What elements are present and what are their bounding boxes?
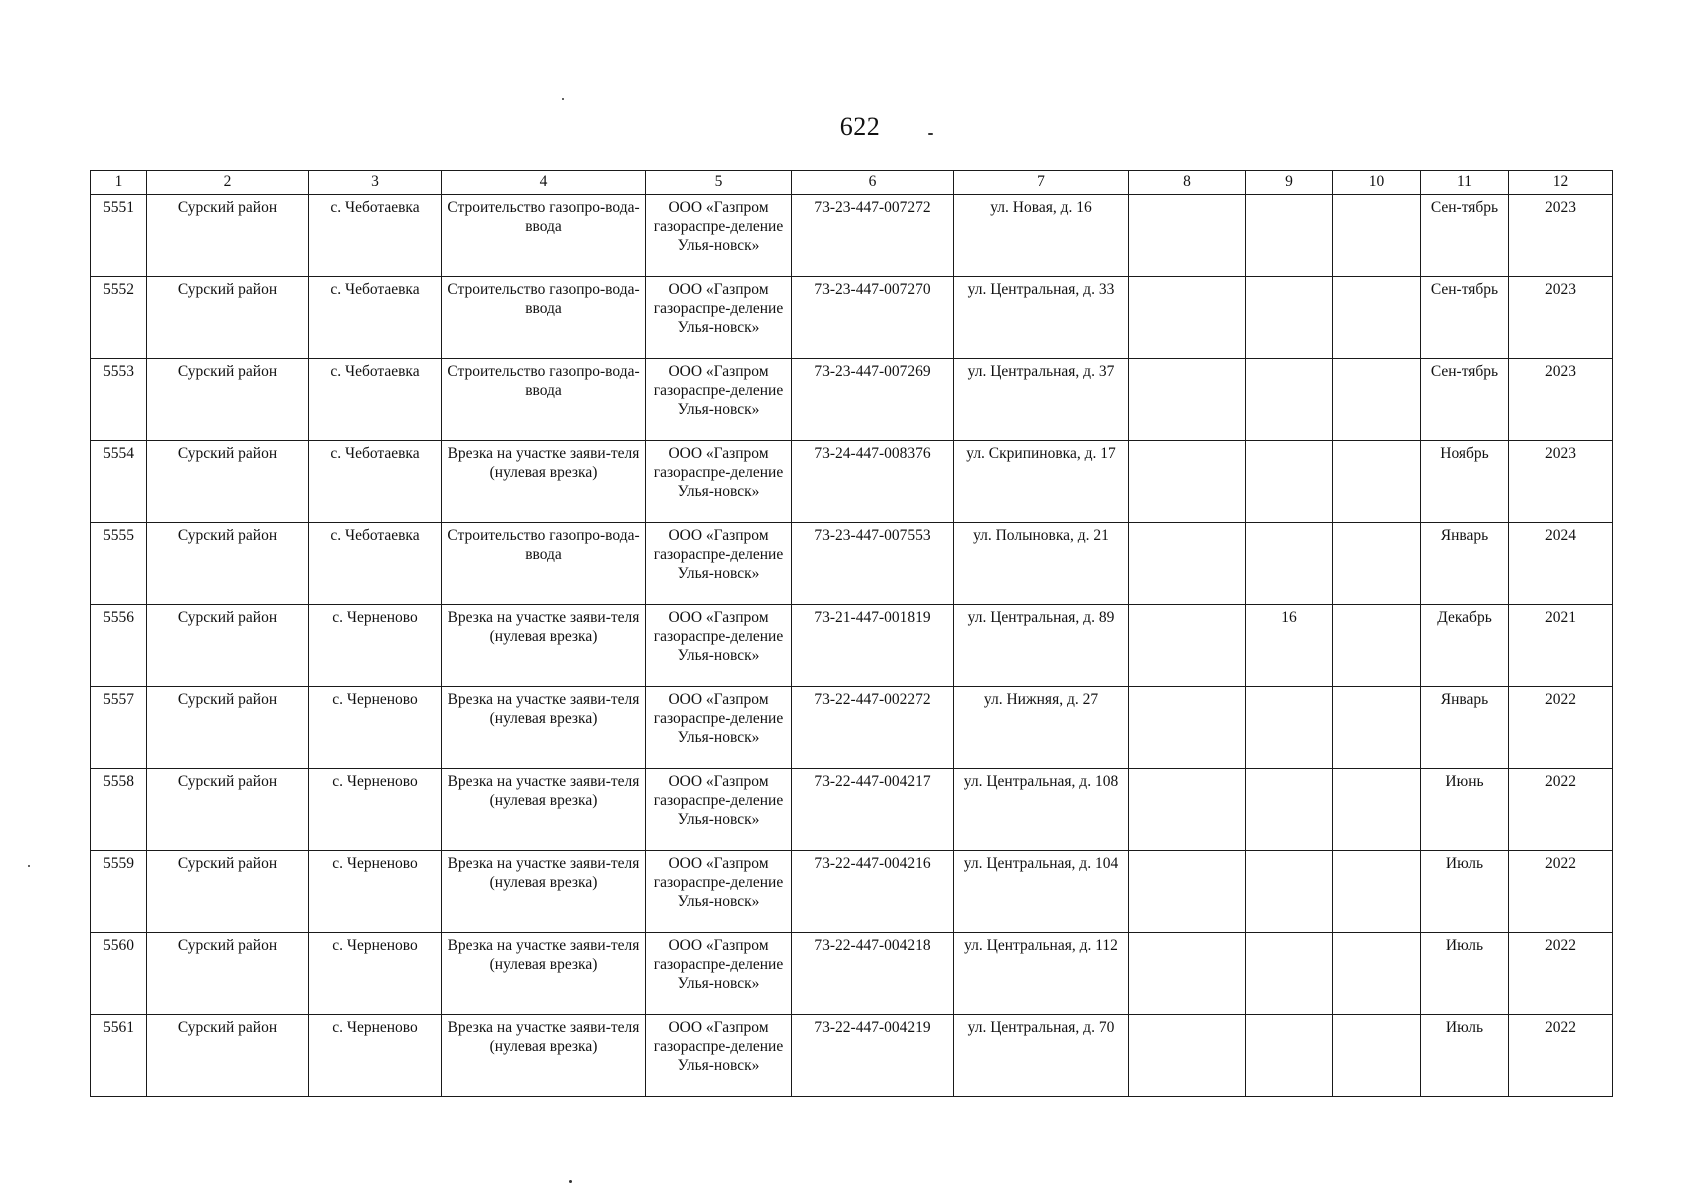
work-type-cell: Врезка на участке заяви-теля (нулевая врезка) [442, 687, 646, 769]
month-cell: Сен-тябрь [1421, 195, 1509, 277]
column-header: 2 [147, 171, 309, 195]
scan-speck [928, 133, 933, 135]
year-cell: 2022 [1509, 851, 1613, 933]
year-cell: 2022 [1509, 687, 1613, 769]
month-cell: Январь [1421, 687, 1509, 769]
organization-cell: ООО «Газпром газораспре-деление Улья-новск» [646, 277, 792, 359]
column-number-header-row [91, 171, 1613, 195]
column-header: 3 [309, 171, 442, 195]
village-cell: с. Черненово [309, 933, 442, 1015]
village-cell: с. Черненово [309, 769, 442, 851]
column-header: 10 [1333, 171, 1421, 195]
month-cell: Сен-тябрь [1421, 359, 1509, 441]
month-cell: Декабрь [1421, 605, 1509, 687]
scan-speck [28, 865, 30, 867]
application-code-cell: 73-22-447-004218 [792, 933, 954, 1015]
column-8-cell [1129, 933, 1246, 1015]
table-row [91, 851, 1613, 933]
column-9-cell [1246, 277, 1333, 359]
column-10-cell [1333, 1015, 1421, 1097]
row-number: 5553 [91, 359, 147, 441]
district-cell: Сурский район [147, 851, 309, 933]
row-number: 5556 [91, 605, 147, 687]
year-cell: 2022 [1509, 933, 1613, 1015]
application-code-cell: 73-22-447-004219 [792, 1015, 954, 1097]
column-8-cell [1129, 277, 1246, 359]
column-header: 4 [442, 171, 646, 195]
organization-cell: ООО «Газпром газораспре-деление Улья-новск» [646, 933, 792, 1015]
row-number: 5554 [91, 441, 147, 523]
organization-cell: ООО «Газпром газораспре-деление Улья-новск» [646, 1015, 792, 1097]
application-code-cell: 73-23-447-007269 [792, 359, 954, 441]
application-code-cell: 73-24-447-008376 [792, 441, 954, 523]
address-cell: ул. Новая, д. 16 [954, 195, 1129, 277]
organization-cell: ООО «Газпром газораспре-деление Улья-новск» [646, 605, 792, 687]
district-cell: Сурский район [147, 1015, 309, 1097]
column-10-cell [1333, 195, 1421, 277]
column-9-cell [1246, 769, 1333, 851]
column-9-cell [1246, 195, 1333, 277]
table-row [91, 277, 1613, 359]
village-cell: с. Черненово [309, 1015, 442, 1097]
row-number: 5558 [91, 769, 147, 851]
district-cell: Сурский район [147, 359, 309, 441]
district-cell: Сурский район [147, 523, 309, 605]
table-row [91, 605, 1613, 687]
table-row [91, 523, 1613, 605]
row-number: 5561 [91, 1015, 147, 1097]
table-row [91, 1015, 1613, 1097]
application-code-cell: 73-23-447-007270 [792, 277, 954, 359]
address-cell: ул. Центральная, д. 37 [954, 359, 1129, 441]
work-type-cell: Строительство газопро-вода-ввода [442, 359, 646, 441]
column-10-cell [1333, 441, 1421, 523]
year-cell: 2021 [1509, 605, 1613, 687]
column-header: 11 [1421, 171, 1509, 195]
organization-cell: ООО «Газпром газораспре-деление Улья-новск» [646, 523, 792, 605]
application-code-cell: 73-22-447-002272 [792, 687, 954, 769]
address-cell: ул. Центральная, д. 112 [954, 933, 1129, 1015]
month-cell: Июль [1421, 933, 1509, 1015]
address-cell: ул. Центральная, д. 70 [954, 1015, 1129, 1097]
work-type-cell: Врезка на участке заяви-теля (нулевая врезка) [442, 441, 646, 523]
work-type-cell: Врезка на участке заяви-теля (нулевая врезка) [442, 1015, 646, 1097]
address-cell: ул. Центральная, д. 108 [954, 769, 1129, 851]
district-cell: Сурский район [147, 195, 309, 277]
column-10-cell [1333, 933, 1421, 1015]
column-9-cell [1246, 359, 1333, 441]
village-cell: с. Черненово [309, 605, 442, 687]
column-header: 6 [792, 171, 954, 195]
address-cell: ул. Скрипиновка, д. 17 [954, 441, 1129, 523]
column-header: 1 [91, 171, 147, 195]
year-cell: 2024 [1509, 523, 1613, 605]
month-cell: Январь [1421, 523, 1509, 605]
work-type-cell: Строительство газопро-вода-ввода [442, 523, 646, 605]
application-code-cell: 73-22-447-004216 [792, 851, 954, 933]
application-code-cell: 73-23-447-007553 [792, 523, 954, 605]
year-cell: 2023 [1509, 277, 1613, 359]
column-9-cell [1246, 523, 1333, 605]
district-cell: Сурский район [147, 769, 309, 851]
village-cell: с. Чеботаевка [309, 359, 442, 441]
month-cell: Ноябрь [1421, 441, 1509, 523]
address-cell: ул. Нижняя, д. 27 [954, 687, 1129, 769]
page-number: 622 [839, 112, 881, 141]
column-9-cell [1246, 687, 1333, 769]
year-cell: 2022 [1509, 1015, 1613, 1097]
organization-cell: ООО «Газпром газораспре-деление Улья-новск» [646, 195, 792, 277]
column-10-cell [1333, 851, 1421, 933]
table-row [91, 687, 1613, 769]
row-number: 5551 [91, 195, 147, 277]
column-10-cell [1333, 687, 1421, 769]
table-row [91, 359, 1613, 441]
organization-cell: ООО «Газпром газораспре-деление Улья-новск» [646, 687, 792, 769]
column-8-cell [1129, 851, 1246, 933]
village-cell: с. Чеботаевка [309, 441, 442, 523]
organization-cell: ООО «Газпром газораспре-деление Улья-новск» [646, 851, 792, 933]
year-cell: 2023 [1509, 359, 1613, 441]
village-cell: с. Черненово [309, 851, 442, 933]
column-8-cell [1129, 441, 1246, 523]
month-cell: Июль [1421, 1015, 1509, 1097]
district-cell: Сурский район [147, 277, 309, 359]
column-header: 8 [1129, 171, 1246, 195]
address-cell: ул. Полыновка, д. 21 [954, 523, 1129, 605]
column-10-cell [1333, 359, 1421, 441]
district-cell: Сурский район [147, 605, 309, 687]
address-cell: ул. Центральная, д. 33 [954, 277, 1129, 359]
month-cell: Июль [1421, 851, 1509, 933]
column-header: 12 [1509, 171, 1613, 195]
column-9-cell [1246, 933, 1333, 1015]
column-9-cell: 16 [1246, 605, 1333, 687]
application-code-cell: 73-23-447-007272 [792, 195, 954, 277]
month-cell: Июнь [1421, 769, 1509, 851]
row-number: 5552 [91, 277, 147, 359]
organization-cell: ООО «Газпром газораспре-деление Улья-новск» [646, 769, 792, 851]
district-cell: Сурский район [147, 687, 309, 769]
column-10-cell [1333, 277, 1421, 359]
work-type-cell: Врезка на участке заяви-теля (нулевая врезка) [442, 605, 646, 687]
work-type-cell: Врезка на участке заяви-теля (нулевая врезка) [442, 851, 646, 933]
column-10-cell [1333, 523, 1421, 605]
table-row [91, 441, 1613, 523]
column-header: 5 [646, 171, 792, 195]
organization-cell: ООО «Газпром газораспре-деление Улья-новск» [646, 359, 792, 441]
table-row [91, 933, 1613, 1015]
work-type-cell: Строительство газопро-вода-ввода [442, 195, 646, 277]
district-cell: Сурский район [147, 933, 309, 1015]
column-header: 7 [954, 171, 1129, 195]
column-9-cell [1246, 851, 1333, 933]
organization-cell: ООО «Газпром газораспре-деление Улья-новск» [646, 441, 792, 523]
column-8-cell [1129, 195, 1246, 277]
address-cell: ул. Центральная, д. 89 [954, 605, 1129, 687]
month-cell: Сен-тябрь [1421, 277, 1509, 359]
table-row [91, 769, 1613, 851]
year-cell: 2023 [1509, 441, 1613, 523]
application-code-cell: 73-21-447-001819 [792, 605, 954, 687]
scan-speck [569, 1180, 572, 1183]
village-cell: с. Чеботаевка [309, 277, 442, 359]
column-10-cell [1333, 605, 1421, 687]
column-9-cell [1246, 441, 1333, 523]
column-8-cell [1129, 605, 1246, 687]
work-type-cell: Врезка на участке заяви-теля (нулевая врезка) [442, 933, 646, 1015]
column-10-cell [1333, 769, 1421, 851]
village-cell: с. Чеботаевка [309, 195, 442, 277]
column-8-cell [1129, 769, 1246, 851]
work-type-cell: Строительство газопро-вода-ввода [442, 277, 646, 359]
application-code-cell: 73-22-447-004217 [792, 769, 954, 851]
row-number: 5557 [91, 687, 147, 769]
village-cell: с. Чеботаевка [309, 523, 442, 605]
scan-speck [562, 98, 564, 100]
column-9-cell [1246, 1015, 1333, 1097]
row-number: 5559 [91, 851, 147, 933]
year-cell: 2022 [1509, 769, 1613, 851]
district-cell: Сурский район [147, 441, 309, 523]
address-cell: ул. Центральная, д. 104 [954, 851, 1129, 933]
row-number: 5560 [91, 933, 147, 1015]
column-8-cell [1129, 359, 1246, 441]
work-type-cell: Врезка на участке заяви-теля (нулевая врезка) [442, 769, 646, 851]
column-header: 9 [1246, 171, 1333, 195]
register-table [90, 170, 1613, 1097]
column-8-cell [1129, 1015, 1246, 1097]
row-number: 5555 [91, 523, 147, 605]
column-8-cell [1129, 687, 1246, 769]
column-8-cell [1129, 523, 1246, 605]
village-cell: с. Черненово [309, 687, 442, 769]
year-cell: 2023 [1509, 195, 1613, 277]
table-row [91, 195, 1613, 277]
